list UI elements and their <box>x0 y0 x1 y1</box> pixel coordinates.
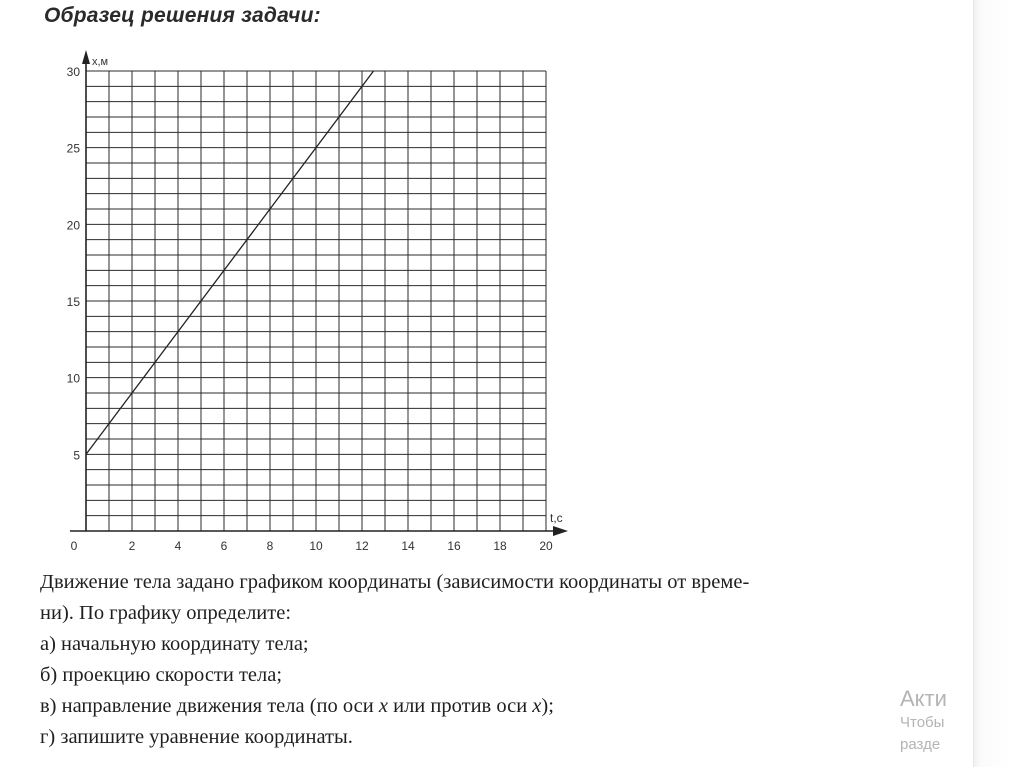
x-tick-label: 16 <box>447 539 461 553</box>
x-tick-label: 8 <box>266 539 274 553</box>
x-axis-label: t,с <box>550 511 563 525</box>
question-c-part2: или против оси <box>387 695 533 717</box>
problem-text <box>40 567 940 753</box>
tick-labels <box>67 65 553 553</box>
x-tick-label: 0 <box>70 539 78 553</box>
question-c <box>40 691 940 722</box>
question-c-part3: ); <box>541 695 554 717</box>
watermark-line-1: Акти <box>900 686 947 711</box>
grid <box>86 71 546 531</box>
y-tick-label: 20 <box>66 218 80 233</box>
y-tick-label: 10 <box>66 371 80 386</box>
problem-line-2: ни). По графику определите: <box>40 602 292 624</box>
x-axis-arrow <box>553 526 568 536</box>
variable-x: x <box>378 695 388 717</box>
heading: Образец решения задачи: <box>44 4 321 27</box>
x-tick-label: 18 <box>493 539 507 553</box>
y-axis-arrow <box>82 50 90 64</box>
variable-x: x <box>532 695 542 717</box>
problem-line-1: Движение тела задано графиком координаты (зависимости координаты от време- <box>40 571 750 593</box>
x-tick-label: 12 <box>355 539 369 553</box>
x-tick-label: 20 <box>539 539 553 553</box>
y-tick-label: 25 <box>66 141 80 156</box>
watermark-line-3: разде <box>900 736 941 753</box>
series <box>86 71 374 454</box>
y-axis-label: x,м <box>92 56 109 68</box>
x-tick-label: 14 <box>401 539 415 553</box>
y-tick-label: 30 <box>66 65 80 79</box>
x-tick-label: 4 <box>174 539 182 553</box>
question-d: г) запишите уравнение координаты. <box>40 726 353 748</box>
x-tick-label: 10 <box>309 539 323 553</box>
activation-watermark <box>900 686 947 756</box>
question-a: а) начальную координату тела; <box>40 633 309 655</box>
y-tick-label: 15 <box>66 295 80 309</box>
question-b: б) проекцию скорости тела; <box>40 664 283 686</box>
watermark-line-2: Чтобы <box>900 714 945 731</box>
axes <box>70 50 568 536</box>
x-tick-label: 2 <box>128 539 136 553</box>
question-c-part1: в) направление движения тела (по оси <box>40 695 379 717</box>
x-tick-label: 6 <box>220 539 228 553</box>
y-tick-label: 5 <box>73 448 80 463</box>
series-line <box>86 71 374 454</box>
